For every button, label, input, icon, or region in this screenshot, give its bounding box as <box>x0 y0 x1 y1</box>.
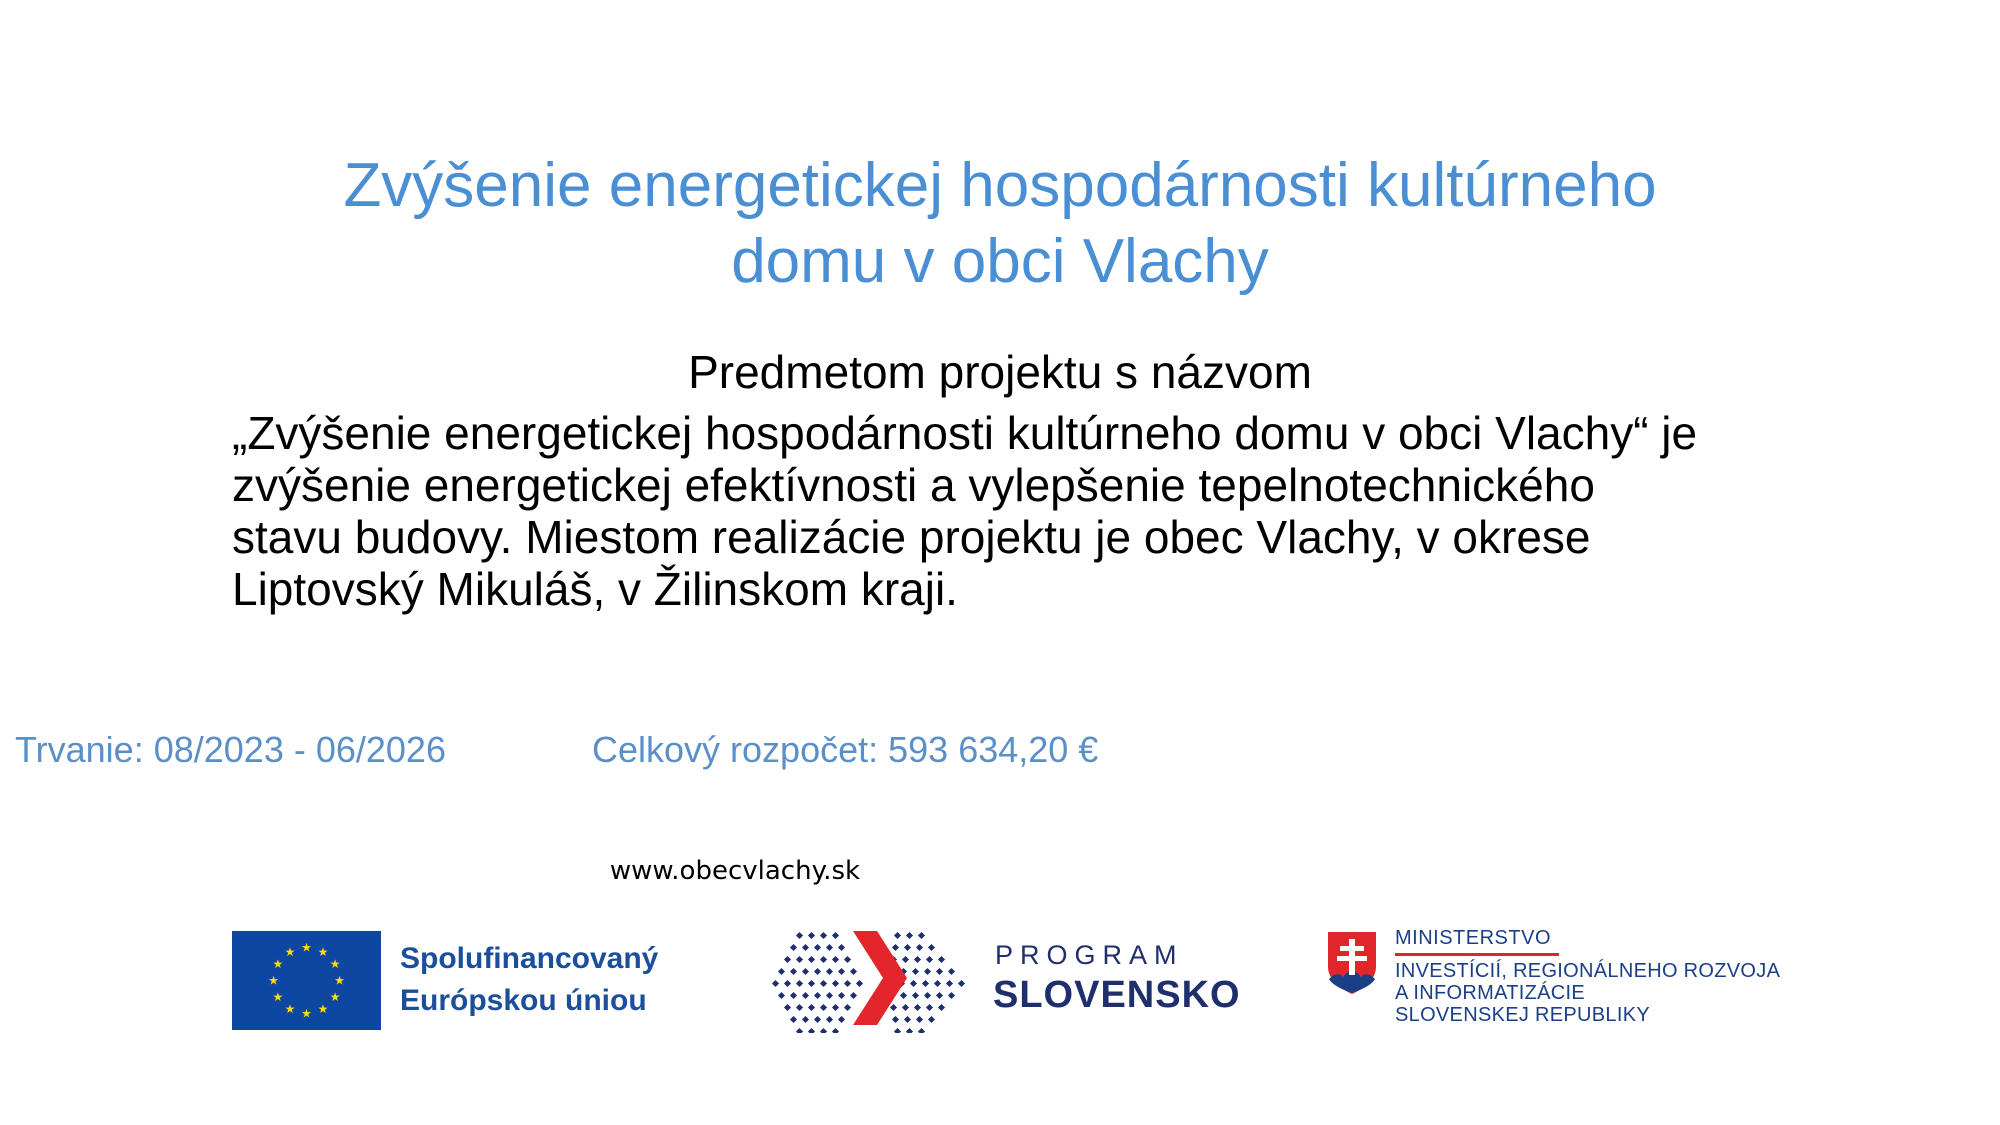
lattice-dot <box>844 956 851 963</box>
lattice-dot <box>808 932 815 939</box>
lattice-dot <box>832 980 839 987</box>
lattice-dot <box>832 1028 839 1033</box>
lattice-dot <box>916 1016 923 1023</box>
lattice-dot <box>926 1004 933 1011</box>
lattice-dot <box>924 992 931 999</box>
lattice-dot <box>832 956 839 963</box>
lattice-dot <box>856 980 863 987</box>
lattice-dot <box>802 944 809 951</box>
lattice-dot <box>906 932 913 939</box>
lattice-dot <box>910 980 917 987</box>
lattice-dot <box>784 980 791 987</box>
lattice-dot <box>850 992 857 999</box>
program-slovensko-logo-icon <box>765 923 975 1033</box>
eu-star-icon: ★ <box>329 990 341 1004</box>
eu-star-icon: ★ <box>272 957 284 971</box>
eu-flag-icon <box>232 931 381 1030</box>
lattice-dot <box>928 944 935 951</box>
lattice-dot <box>892 1016 899 1023</box>
project-duration: Trvanie: 08/2023 - 06/2026 <box>15 729 446 770</box>
lattice-dot <box>902 1004 909 1011</box>
lattice-dot <box>790 944 797 951</box>
ministry-divider <box>1395 953 1559 956</box>
lattice-dot <box>796 1004 803 1011</box>
lattice-dot <box>826 968 833 975</box>
eu-star-icon: ★ <box>284 944 296 959</box>
lattice-dot <box>894 932 901 939</box>
lattice-dot <box>808 1004 815 1011</box>
ministry-name <box>1395 960 1780 1026</box>
subject-body <box>232 407 1852 615</box>
eu-star-icon: ★ <box>317 1002 329 1017</box>
lattice-dot <box>946 980 953 987</box>
lattice-dot <box>802 968 809 975</box>
lattice-dot <box>832 1004 839 1011</box>
lattice-dot <box>912 968 919 975</box>
eu-label-line-2: Európskou úniou <box>400 984 647 1017</box>
eu-cofinanced-label <box>400 938 658 1022</box>
project-budget: Celkový rozpočet: 593 634,20 € <box>592 729 1099 770</box>
ministry-line-4: SLOVENSKEJ REPUBLIKY <box>1395 1004 1650 1026</box>
lattice-dot <box>814 968 821 975</box>
subject-line-1: „Zvýšenie energetickej hospodárnosti kultúrneho domu v obci Vlachy“ je <box>232 407 1698 459</box>
lattice-dot <box>850 968 857 975</box>
lattice-dot <box>826 1016 833 1023</box>
lattice-dot <box>796 932 803 939</box>
eu-star-icon: ★ <box>272 990 284 1004</box>
lattice-dot <box>900 992 907 999</box>
lattice-dot <box>814 944 821 951</box>
lattice-dot <box>918 1028 925 1033</box>
title-line-2: domu v obci Vlachy <box>731 227 1269 296</box>
lattice-dot <box>844 1004 851 1011</box>
page-title <box>0 148 2000 300</box>
lattice-dot <box>936 968 943 975</box>
lattice-dot <box>934 980 941 987</box>
lattice-dot <box>902 956 909 963</box>
lattice-dot <box>778 992 785 999</box>
lattice-dot <box>796 956 803 963</box>
lattice-dot <box>894 1028 901 1033</box>
lattice-dot <box>844 980 851 987</box>
lattice-dot <box>820 1004 827 1011</box>
lattice-dot <box>938 1004 945 1011</box>
lattice-dot <box>916 944 923 951</box>
lattice-dot <box>936 992 943 999</box>
lattice-dot <box>904 944 911 951</box>
lattice-dot <box>778 968 785 975</box>
lattice-dot <box>808 1028 815 1033</box>
lattice-dot <box>948 968 955 975</box>
title-line-1: Zvýšenie energetickej hospodárnosti kultúrneho <box>343 151 1657 220</box>
lattice-dot <box>820 1028 827 1033</box>
eu-label-line-1: Spolufinancovaný <box>400 942 659 975</box>
ministry-line-3: A INFORMATIZÁCIE <box>1395 982 1585 1004</box>
lattice-dot <box>838 944 845 951</box>
lattice-dot <box>914 956 921 963</box>
lattice-dot <box>938 956 945 963</box>
lattice-dot <box>790 1016 797 1023</box>
subject-line-2: zvýšenie energetickej efektívnosti a vylepšenie tepelnotechnického <box>232 459 1595 511</box>
eu-star-icon: ★ <box>317 944 329 959</box>
subject-line-3: stavu budovy. Miestom realizácie projektu je obec Vlachy, v okrese <box>232 511 1591 563</box>
lattice-dot <box>904 1016 911 1023</box>
ministry-label: MINISTERSTVO <box>1395 927 1552 949</box>
subject-line-4: Liptovský Mikuláš, v Žilinskom kraji. <box>232 563 958 615</box>
lattice-dot <box>892 944 899 951</box>
lattice-dot <box>958 980 965 987</box>
lattice-dot <box>924 968 931 975</box>
lattice-dot <box>826 944 833 951</box>
eu-star-icon: ★ <box>329 957 341 971</box>
lattice-dot <box>802 992 809 999</box>
lattice-dot <box>802 1016 809 1023</box>
lattice-dot <box>838 968 845 975</box>
lattice-dot <box>890 1004 897 1011</box>
lattice-dot <box>790 992 797 999</box>
lattice-dot <box>790 968 797 975</box>
lattice-dot <box>796 980 803 987</box>
lattice-dot <box>826 992 833 999</box>
eu-star-icon: ★ <box>301 940 312 955</box>
lattice-dot <box>784 1004 791 1011</box>
lattice-dot <box>814 1016 821 1023</box>
lattice-dot <box>820 956 827 963</box>
red-chevron-icon <box>853 931 907 1025</box>
lattice-dot <box>814 992 821 999</box>
lattice-dot <box>820 932 827 939</box>
lattice-dot <box>918 932 925 939</box>
lattice-dot <box>926 956 933 963</box>
lattice-dot <box>838 1016 845 1023</box>
lattice-dot <box>808 956 815 963</box>
eu-star-icon: ★ <box>284 1002 296 1017</box>
slovak-coat-of-arms-icon <box>1325 929 1379 997</box>
ministry-line-2: INVESTÍCIÍ, REGIONÁLNEHO ROZVOJA <box>1395 960 1781 982</box>
program-label: PROGRAM <box>995 940 1184 970</box>
slovensko-label: SLOVENSKO <box>993 974 1241 1016</box>
lattice-dot <box>838 992 845 999</box>
lattice-dot <box>832 932 839 939</box>
lattice-dot <box>796 1028 803 1033</box>
lattice-dot <box>808 980 815 987</box>
lattice-dot <box>784 956 791 963</box>
website-link[interactable]: www.obecvlachy.sk <box>609 856 861 886</box>
subject-heading: Predmetom projektu s názvom <box>688 346 1312 398</box>
lattice-dot <box>914 1004 921 1011</box>
eu-star-icon: ★ <box>268 973 279 988</box>
eu-star-icon: ★ <box>334 973 345 988</box>
lattice-dot <box>906 1028 913 1033</box>
eu-star-icon: ★ <box>301 1006 312 1021</box>
lattice-dot <box>922 980 929 987</box>
lattice-dot <box>928 1016 935 1023</box>
lattice-dot <box>820 980 827 987</box>
lattice-dot <box>948 992 955 999</box>
lattice-dot <box>912 992 919 999</box>
lattice-dot <box>772 980 779 987</box>
